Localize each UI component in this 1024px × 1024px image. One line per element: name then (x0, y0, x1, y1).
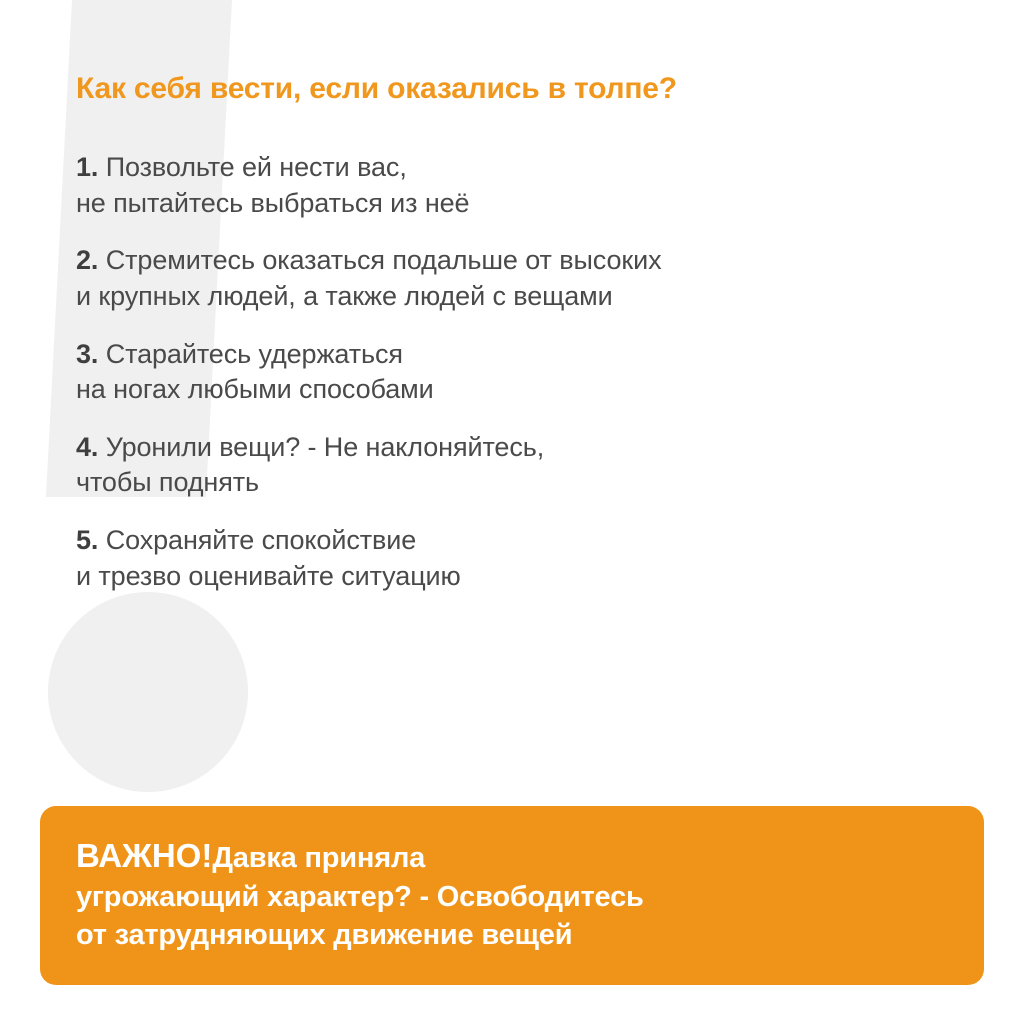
banner-line-1: Давка приняла (212, 842, 426, 874)
banner-line-2: угрожающий характер? - Освободитесь (76, 880, 644, 913)
list-item (76, 150, 956, 221)
list-item-number: 4. (76, 431, 99, 462)
banner-text (76, 834, 948, 955)
list-item (76, 430, 956, 501)
list-item (76, 523, 956, 594)
list-item-number: 1. (76, 152, 99, 182)
decorative-circle (48, 592, 248, 792)
list-item-text: не пытайтесь выбраться из неё (76, 187, 470, 218)
list-item-number: 5. (76, 525, 99, 555)
banner-lead-label: ВАЖНО! (76, 837, 213, 874)
list-item-text: Стремитесь оказаться подальше от высоких (105, 245, 662, 276)
list-item (76, 243, 956, 314)
list-item-text: и крупных людей, а также людей с вещами (76, 280, 613, 311)
list-item-text: на ногах любыми способами (76, 374, 434, 405)
list-item-text: Уронили вещи? - Не наклоняйтесь, (105, 431, 545, 462)
list-item-text: Сохраняйте спокойствие (105, 525, 417, 555)
page-title: Как себя вести, если оказались в толпе? (76, 72, 677, 105)
list-item-text: Старайтесь удержаться (105, 338, 403, 369)
important-banner (40, 806, 984, 985)
list-item (76, 337, 956, 408)
list-item-number: 3. (76, 338, 99, 369)
list-item-text: чтобы поднять (76, 467, 259, 498)
advice-list (76, 150, 956, 616)
list-item-number: 2. (76, 245, 99, 276)
banner-line-3: от затрудняющих движение вещей (76, 919, 573, 952)
list-item-text: и трезво оценивайте ситуацию (76, 560, 461, 591)
list-item-text: Позвольте ей нести вас, (105, 152, 407, 182)
